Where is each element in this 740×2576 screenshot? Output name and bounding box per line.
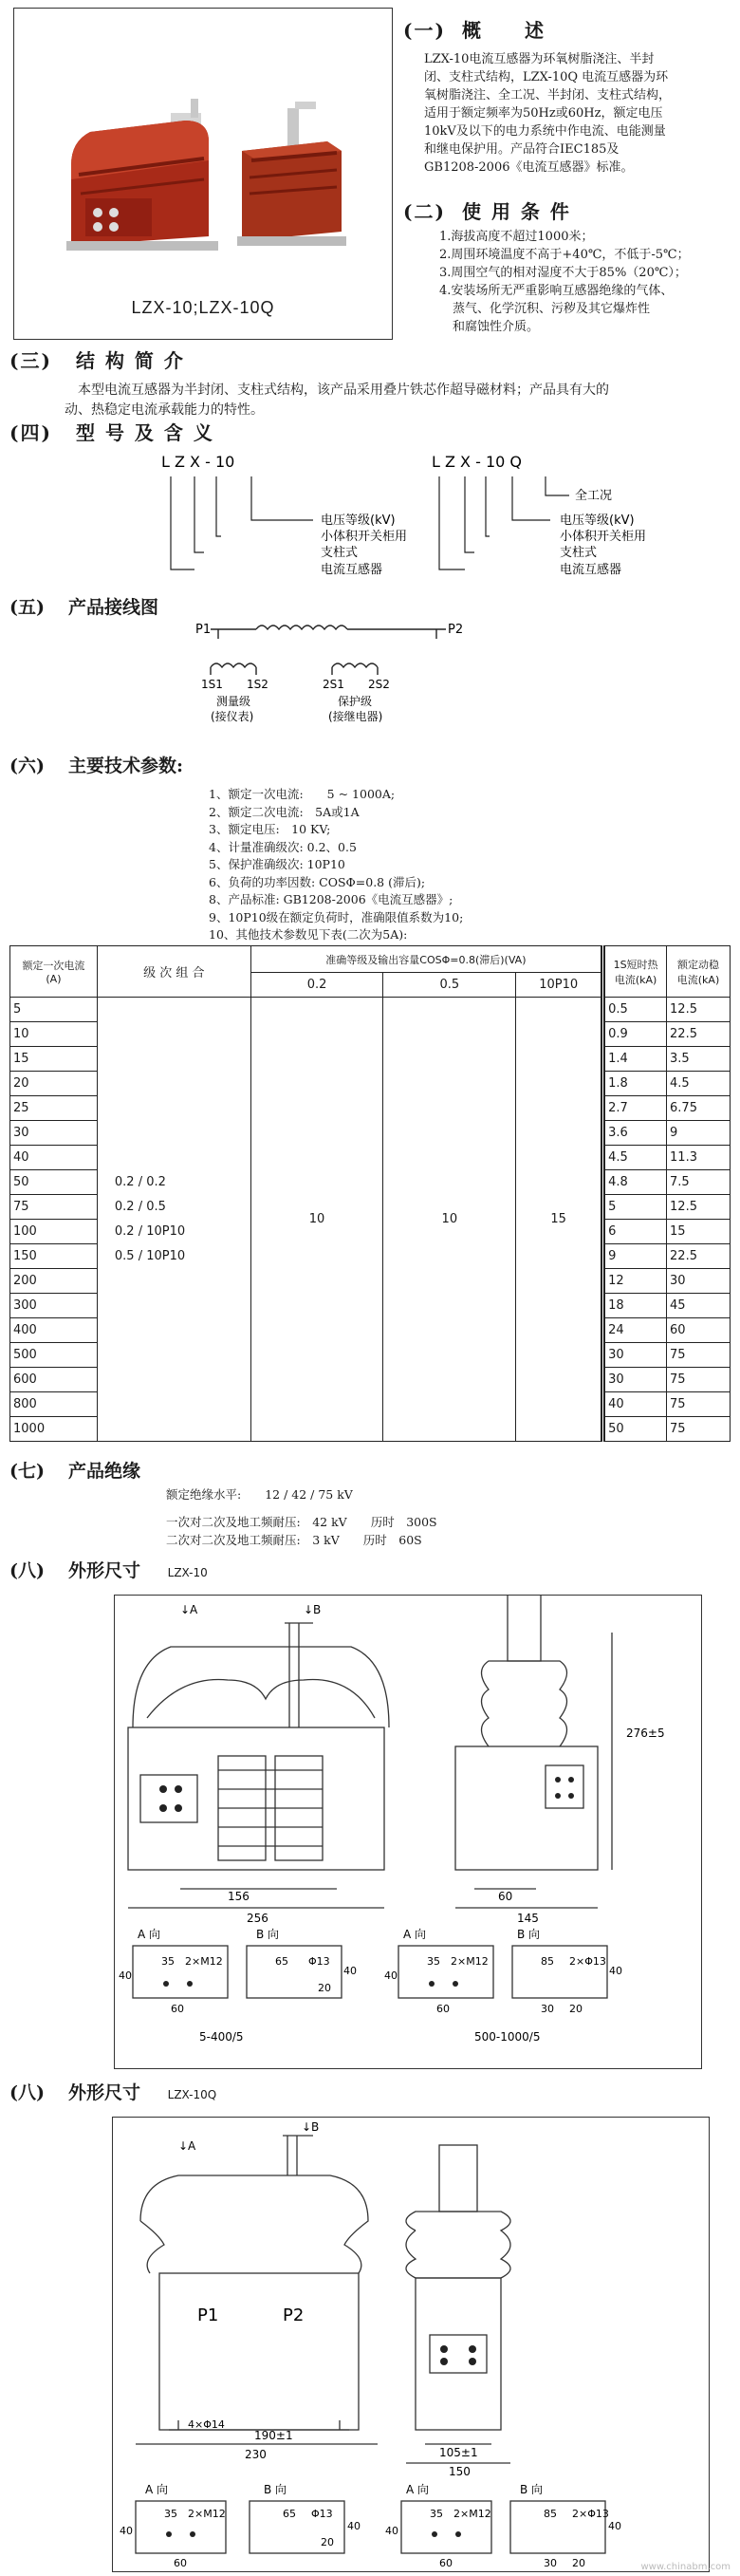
cell-dynamic-current: 12.5: [667, 1195, 731, 1220]
section-number: (七): [9, 1461, 45, 1482]
model-label: 电流互感器: [560, 563, 622, 577]
section-heading: [9, 1457, 140, 1483]
dim-85: 85: [541, 1955, 554, 1968]
dim-35b: 35: [427, 1955, 440, 1968]
model-code-right: L Z X - 10 Q: [432, 453, 522, 471]
view-a-label: A 向: [145, 2483, 169, 2496]
photo-caption: LZX-10;LZX-10Q: [131, 298, 275, 317]
cell-rated-current: 30: [10, 1121, 98, 1146]
cell-thermal-current: 0.5: [603, 998, 667, 1022]
model-code-left: L Z X - 10: [161, 453, 235, 471]
dim-2xphi13: 2×Φ13: [572, 2508, 609, 2520]
view-b-label: B 向: [256, 1928, 280, 1941]
cell-dynamic-current: 60: [667, 1318, 731, 1343]
section-model: [9, 418, 731, 445]
model-label: LZX-10: [167, 1566, 208, 1579]
cell-thermal-current: 6: [603, 1220, 667, 1244]
cell-dynamic-current: 7.5: [667, 1170, 731, 1195]
cell-dynamic-current: 4.5: [667, 1072, 731, 1096]
cell-thermal-current: 24: [603, 1318, 667, 1343]
dim-60c: 60: [436, 2003, 450, 2015]
measuring-class-label: 测量级: [216, 695, 251, 708]
dim-65: 65: [283, 2508, 296, 2520]
spec-param: 9、10P10级在额定负荷时，准确限值系数为10;: [209, 909, 464, 924]
dim-40b: 40: [347, 2520, 361, 2532]
header-dynamic-current: 额定动稳 电流(kA): [667, 946, 731, 998]
dim-20b: 20: [569, 2003, 583, 2015]
section-heading: [9, 1557, 208, 1582]
structure-line: 本型电流互感器为半封闭、支柱式结构，该产品采用叠片铁芯作超导磁材料；产品具有大的: [78, 383, 609, 398]
section-specs: [9, 752, 183, 777]
view-b-label: B 向: [520, 2483, 544, 2496]
section-title: 主要技术参数:: [68, 756, 184, 776]
model-label: 支柱式: [560, 546, 598, 560]
section-number: (八): [9, 2082, 45, 2103]
cell-thermal-current: 9: [603, 1244, 667, 1269]
header-class-0-2: 0.2: [250, 973, 383, 998]
spec-param: 5、保护准确级次: 10P10: [209, 857, 345, 871]
cell-dynamic-current: 3.5: [667, 1047, 731, 1072]
condition-line: 3.周围空气的相对湿度不大于85%（20℃）；: [439, 266, 687, 280]
cell-dynamic-current: 15: [667, 1220, 731, 1244]
cell-thermal-current: 12: [603, 1269, 667, 1294]
spec-param: 6、负荷的功率因数: COSΦ=0.8 (滞后);: [209, 874, 426, 889]
header-rated-current: 额定一次电流 (A): [10, 946, 98, 998]
view-a-arrow: ↓A: [178, 2139, 196, 2153]
dim-60: 60: [498, 1890, 513, 1903]
section-insulation: [9, 1457, 140, 1483]
dimension-drawing-lzx10: [114, 1595, 702, 2069]
cell-thermal-current: 30: [603, 1343, 667, 1368]
spec-table-body: [10, 998, 731, 1442]
cell-rated-current: 500: [10, 1343, 98, 1368]
cell-thermal-current: 5: [603, 1195, 667, 1220]
cell-rated-current: 600: [10, 1368, 98, 1392]
cell-thermal-current: 4.5: [603, 1146, 667, 1170]
spec-param: 3、额定电压: 10 KV;: [209, 822, 331, 836]
cell-dynamic-current: 22.5: [667, 1244, 731, 1269]
dim-40d: 40: [608, 2520, 621, 2532]
dim-40: 40: [119, 1969, 132, 1982]
condition-line: 蒸气、化学沉积、污秽及其它爆炸性: [453, 302, 651, 316]
cell-thermal-current: 50: [603, 1417, 667, 1442]
header-class-0-5: 0.5: [383, 973, 516, 998]
view-a-label: A 向: [403, 1928, 427, 1941]
dim-276: 276±5: [626, 1727, 665, 1740]
cell-dynamic-current: 6.75: [667, 1096, 731, 1121]
terminal-p1: P1: [197, 2305, 219, 2325]
dim-40d: 40: [384, 1969, 398, 1982]
header-thermal-current: 1S短时热 电流(kA): [603, 946, 667, 998]
section-number: (六): [9, 756, 45, 776]
cell-capacity: 15: [516, 998, 603, 1442]
insulation-line: 一次对二次及地工频耐压: 42 kV 历时 300S: [166, 1515, 437, 1529]
model-label: 小体积开关柜用: [560, 530, 647, 544]
header-class-combination: 级 次 组 合: [97, 946, 250, 998]
section-title: 概 述: [462, 19, 546, 42]
spec-param: 1、额定一次电流: 5 ~ 1000A;: [209, 787, 396, 801]
model-label: LZX-10Q: [167, 2088, 217, 2101]
section-title: 结 构 简 介: [76, 349, 185, 372]
terminal-p2: P2: [283, 2305, 305, 2325]
cell-thermal-current: 3.6: [603, 1121, 667, 1146]
dim-105: 105±1: [439, 2446, 478, 2459]
dim-30: 30: [541, 2003, 554, 2015]
cell-rated-current: 100: [10, 1220, 98, 1244]
cell-rated-current: 10: [10, 1022, 98, 1047]
overview-line: LZX-10电流互感器为环氧树脂浇注、半封: [424, 52, 655, 66]
model-label: 电压等级(kV): [321, 513, 396, 528]
cell-rated-current: 20: [10, 1072, 98, 1096]
view-b-label: B 向: [517, 1928, 541, 1941]
cell-thermal-current: 1.4: [603, 1047, 667, 1072]
overview-line: 适用于额定频率为50Hz或60Hz，额定电压: [424, 106, 663, 121]
product-photo: [14, 9, 391, 293]
cell-rated-current: 50: [10, 1170, 98, 1195]
section-number: (二): [403, 200, 446, 223]
cell-rated-current: 40: [10, 1146, 98, 1170]
section-heading: [9, 593, 158, 619]
section-heading: [9, 752, 183, 777]
dim-2xm12: 2×M12: [185, 1955, 223, 1968]
condition-line: 1.海拔高度不超过1000米；: [439, 230, 594, 244]
cell-dynamic-current: 12.5: [667, 998, 731, 1022]
dimension-drawing-lzx10q: [112, 2117, 710, 2572]
terminal-1s1: 1S1: [201, 678, 223, 691]
wiring-diagram: [171, 612, 493, 726]
cell-class-combinations: [97, 998, 250, 1442]
class-combination: 0.2 / 0.5: [114, 1199, 166, 1214]
measuring-class-note: (接仪表): [211, 710, 254, 723]
dim-20: 20: [321, 2536, 334, 2548]
dim-65: 65: [275, 1955, 288, 1968]
cell-dynamic-current: 75: [667, 1343, 731, 1368]
insulation-line: 二次对二次及地工频耐压: 3 kV 历时 60S: [166, 1533, 422, 1547]
spec-param: 8、产品标准: GB1208-2006《电流互感器》;: [209, 892, 453, 906]
dim-2xphi13: 2×Φ13: [569, 1955, 606, 1968]
section-heading: [403, 15, 731, 43]
dim-60b: 60: [171, 2003, 184, 2015]
dim-2xm12b: 2×M12: [451, 1955, 489, 1968]
model-label: 支柱式: [321, 546, 359, 560]
model-label: 小体积开关柜用: [321, 530, 408, 544]
section-number: (四): [9, 421, 52, 444]
cell-thermal-current: 30: [603, 1368, 667, 1392]
dim-phi13: Φ13: [308, 1955, 330, 1968]
cell-rated-current: 800: [10, 1392, 98, 1417]
cell-rated-current: 1000: [10, 1417, 98, 1442]
section-overview: [403, 15, 731, 177]
model-label: 全工况: [575, 489, 613, 503]
section-number: (一): [403, 19, 446, 42]
cell-dynamic-current: 45: [667, 1294, 731, 1318]
cell-rated-current: 400: [10, 1318, 98, 1343]
model-label: 电压等级(kV): [560, 513, 635, 528]
section-title: 产品接线图: [68, 597, 159, 618]
dim-holes: 4×Φ14: [188, 2418, 225, 2431]
product-photo-frame: [13, 8, 393, 340]
cell-rated-current: 75: [10, 1195, 98, 1220]
view-a-arrow: ↓A: [180, 1603, 198, 1616]
section-dimensions-lzx10q: [9, 2079, 216, 2104]
spec-param: 2、额定二次电流: 5A或1A: [209, 804, 360, 819]
cell-dynamic-current: 22.5: [667, 1022, 731, 1047]
terminal-p2: P2: [448, 623, 464, 637]
condition-line: 4.安装场所无严重影响互感器绝缘的气体、: [439, 284, 674, 298]
cell-dynamic-current: 75: [667, 1368, 731, 1392]
overview-line: GB1208-2006《电流互感器》标准。: [424, 160, 634, 175]
dim-60b: 60: [439, 2557, 453, 2569]
spec-param: 10、其他技术参数见下表(二次为5A):: [209, 927, 408, 942]
section-structure: [9, 345, 731, 420]
dim-190: 190±1: [254, 2429, 293, 2442]
dim-35: 35: [164, 2508, 177, 2520]
overview-line: 10kV及以下的电力系统中作电流、电能测量: [424, 124, 666, 139]
structure-line: 动、热稳定电流承载能力的特性。: [65, 402, 264, 418]
overview-line: 和继电保护用。产品符合IEC185及: [424, 142, 620, 157]
section-title: 产品绝缘: [68, 1461, 141, 1482]
range-label-1: 5-400/5: [199, 2030, 244, 2044]
dim-30: 30: [544, 2557, 557, 2569]
view-b-arrow: ↓B: [302, 2120, 320, 2134]
dim-20: 20: [318, 1982, 331, 1994]
dim-156: 156: [228, 1890, 250, 1903]
spec-param-list: [209, 786, 463, 944]
cell-dynamic-current: 9: [667, 1121, 731, 1146]
section-heading: [403, 196, 731, 224]
dim-40c: 40: [343, 1965, 357, 1977]
dim-35b: 35: [430, 2508, 443, 2520]
dim-40: 40: [120, 2525, 133, 2537]
spec-param: 4、计量准确级次: 0.2、0.5: [209, 839, 357, 854]
cell-rated-current: 300: [10, 1294, 98, 1318]
model-explanation-diagram: [0, 446, 740, 588]
section-title: 型 号 及 含 义: [76, 421, 214, 444]
section-heading: [9, 2079, 216, 2104]
section-conditions: [403, 196, 731, 336]
class-combination: 0.2 / 10P10: [114, 1223, 186, 1239]
terminal-2s2: 2S2: [368, 678, 390, 691]
insulation-values: [166, 1485, 437, 1549]
dim-60: 60: [174, 2557, 187, 2569]
class-combination: 0.2 / 0.2: [114, 1174, 166, 1189]
section-title: 使 用 条 件: [462, 200, 571, 223]
dim-40c: 40: [385, 2525, 398, 2537]
view-a-label: A 向: [138, 1928, 161, 1941]
cell-thermal-current: 1.8: [603, 1072, 667, 1096]
dim-2xm12: 2×M12: [188, 2508, 226, 2520]
protection-class-note: (接继电器): [328, 710, 383, 723]
section-number: (三): [9, 349, 52, 372]
cell-dynamic-current: 75: [667, 1392, 731, 1417]
section-title: 外形尺寸: [68, 2082, 141, 2103]
view-b-arrow: ↓B: [304, 1603, 322, 1616]
condition-line: 2.周围环境温度不高于+40℃，不低于-5℃；: [439, 248, 690, 262]
spec-table: [9, 945, 731, 1442]
table-row: [10, 998, 731, 1022]
dim-256: 256: [247, 1912, 268, 1925]
cell-thermal-current: 40: [603, 1392, 667, 1417]
lzx-10q-photo: [237, 102, 346, 246]
lzx-10-photo: [66, 99, 218, 251]
section-heading: [9, 418, 731, 445]
dim-145: 145: [517, 1912, 539, 1925]
dim-phi13: Φ13: [311, 2508, 333, 2520]
cell-capacity: 10: [383, 998, 516, 1442]
section-number: (八): [9, 1560, 45, 1581]
dim-85: 85: [544, 2508, 557, 2520]
section-heading: [9, 345, 731, 373]
cell-rated-current: 15: [10, 1047, 98, 1072]
dim-35: 35: [161, 1955, 175, 1968]
section-title: 外形尺寸: [68, 1560, 141, 1581]
view-b-label: B 向: [264, 2483, 287, 2496]
view-a-label: A 向: [406, 2483, 430, 2496]
cell-rated-current: 200: [10, 1269, 98, 1294]
cell-rated-current: 150: [10, 1244, 98, 1269]
cell-dynamic-current: 75: [667, 1417, 731, 1442]
section-wiring: [9, 593, 158, 619]
terminal-p1: P1: [195, 623, 212, 637]
header-capacity: 准确等级及输出容量COSΦ=0.8(滞后)(VA): [250, 946, 602, 973]
watermark: www.chinabm.com: [640, 2562, 731, 2572]
terminal-2s1: 2S1: [323, 678, 344, 691]
overview-line: 氧树脂浇注、全工况、半封闭、支柱式结构，: [424, 88, 672, 103]
cell-dynamic-current: 11.3: [667, 1146, 731, 1170]
cell-rated-current: 5: [10, 998, 98, 1022]
dim-20b: 20: [572, 2557, 585, 2569]
protection-class-label: 保护级: [338, 695, 373, 708]
dim-150: 150: [449, 2465, 471, 2478]
dim-2xm12b: 2×M12: [453, 2508, 491, 2520]
terminal-1s2: 1S2: [247, 678, 268, 691]
class-combination: 0.5 / 10P10: [114, 1248, 186, 1263]
condition-line: 和腐蚀性介质。: [453, 320, 540, 334]
cell-capacity: 10: [250, 998, 383, 1442]
section-number: (五): [9, 597, 45, 618]
header-class-10p10: 10P10: [516, 973, 603, 998]
cell-rated-current: 25: [10, 1096, 98, 1121]
cell-thermal-current: 18: [603, 1294, 667, 1318]
dim-40e: 40: [609, 1965, 622, 1977]
dim-230: 230: [245, 2448, 267, 2461]
cell-thermal-current: 2.7: [603, 1096, 667, 1121]
model-label: 电流互感器: [321, 563, 383, 577]
section-dimensions-lzx10: [9, 1557, 208, 1582]
cell-thermal-current: 4.8: [603, 1170, 667, 1195]
range-label-2: 500-1000/5: [474, 2030, 541, 2044]
overview-line: 闭、支柱式结构，LZX-10Q 电流互感器为环: [424, 70, 669, 84]
cell-thermal-current: 0.9: [603, 1022, 667, 1047]
cell-dynamic-current: 30: [667, 1269, 731, 1294]
insulation-line: 额定绝缘水平: 12 / 42 / 75 kV: [166, 1487, 353, 1502]
